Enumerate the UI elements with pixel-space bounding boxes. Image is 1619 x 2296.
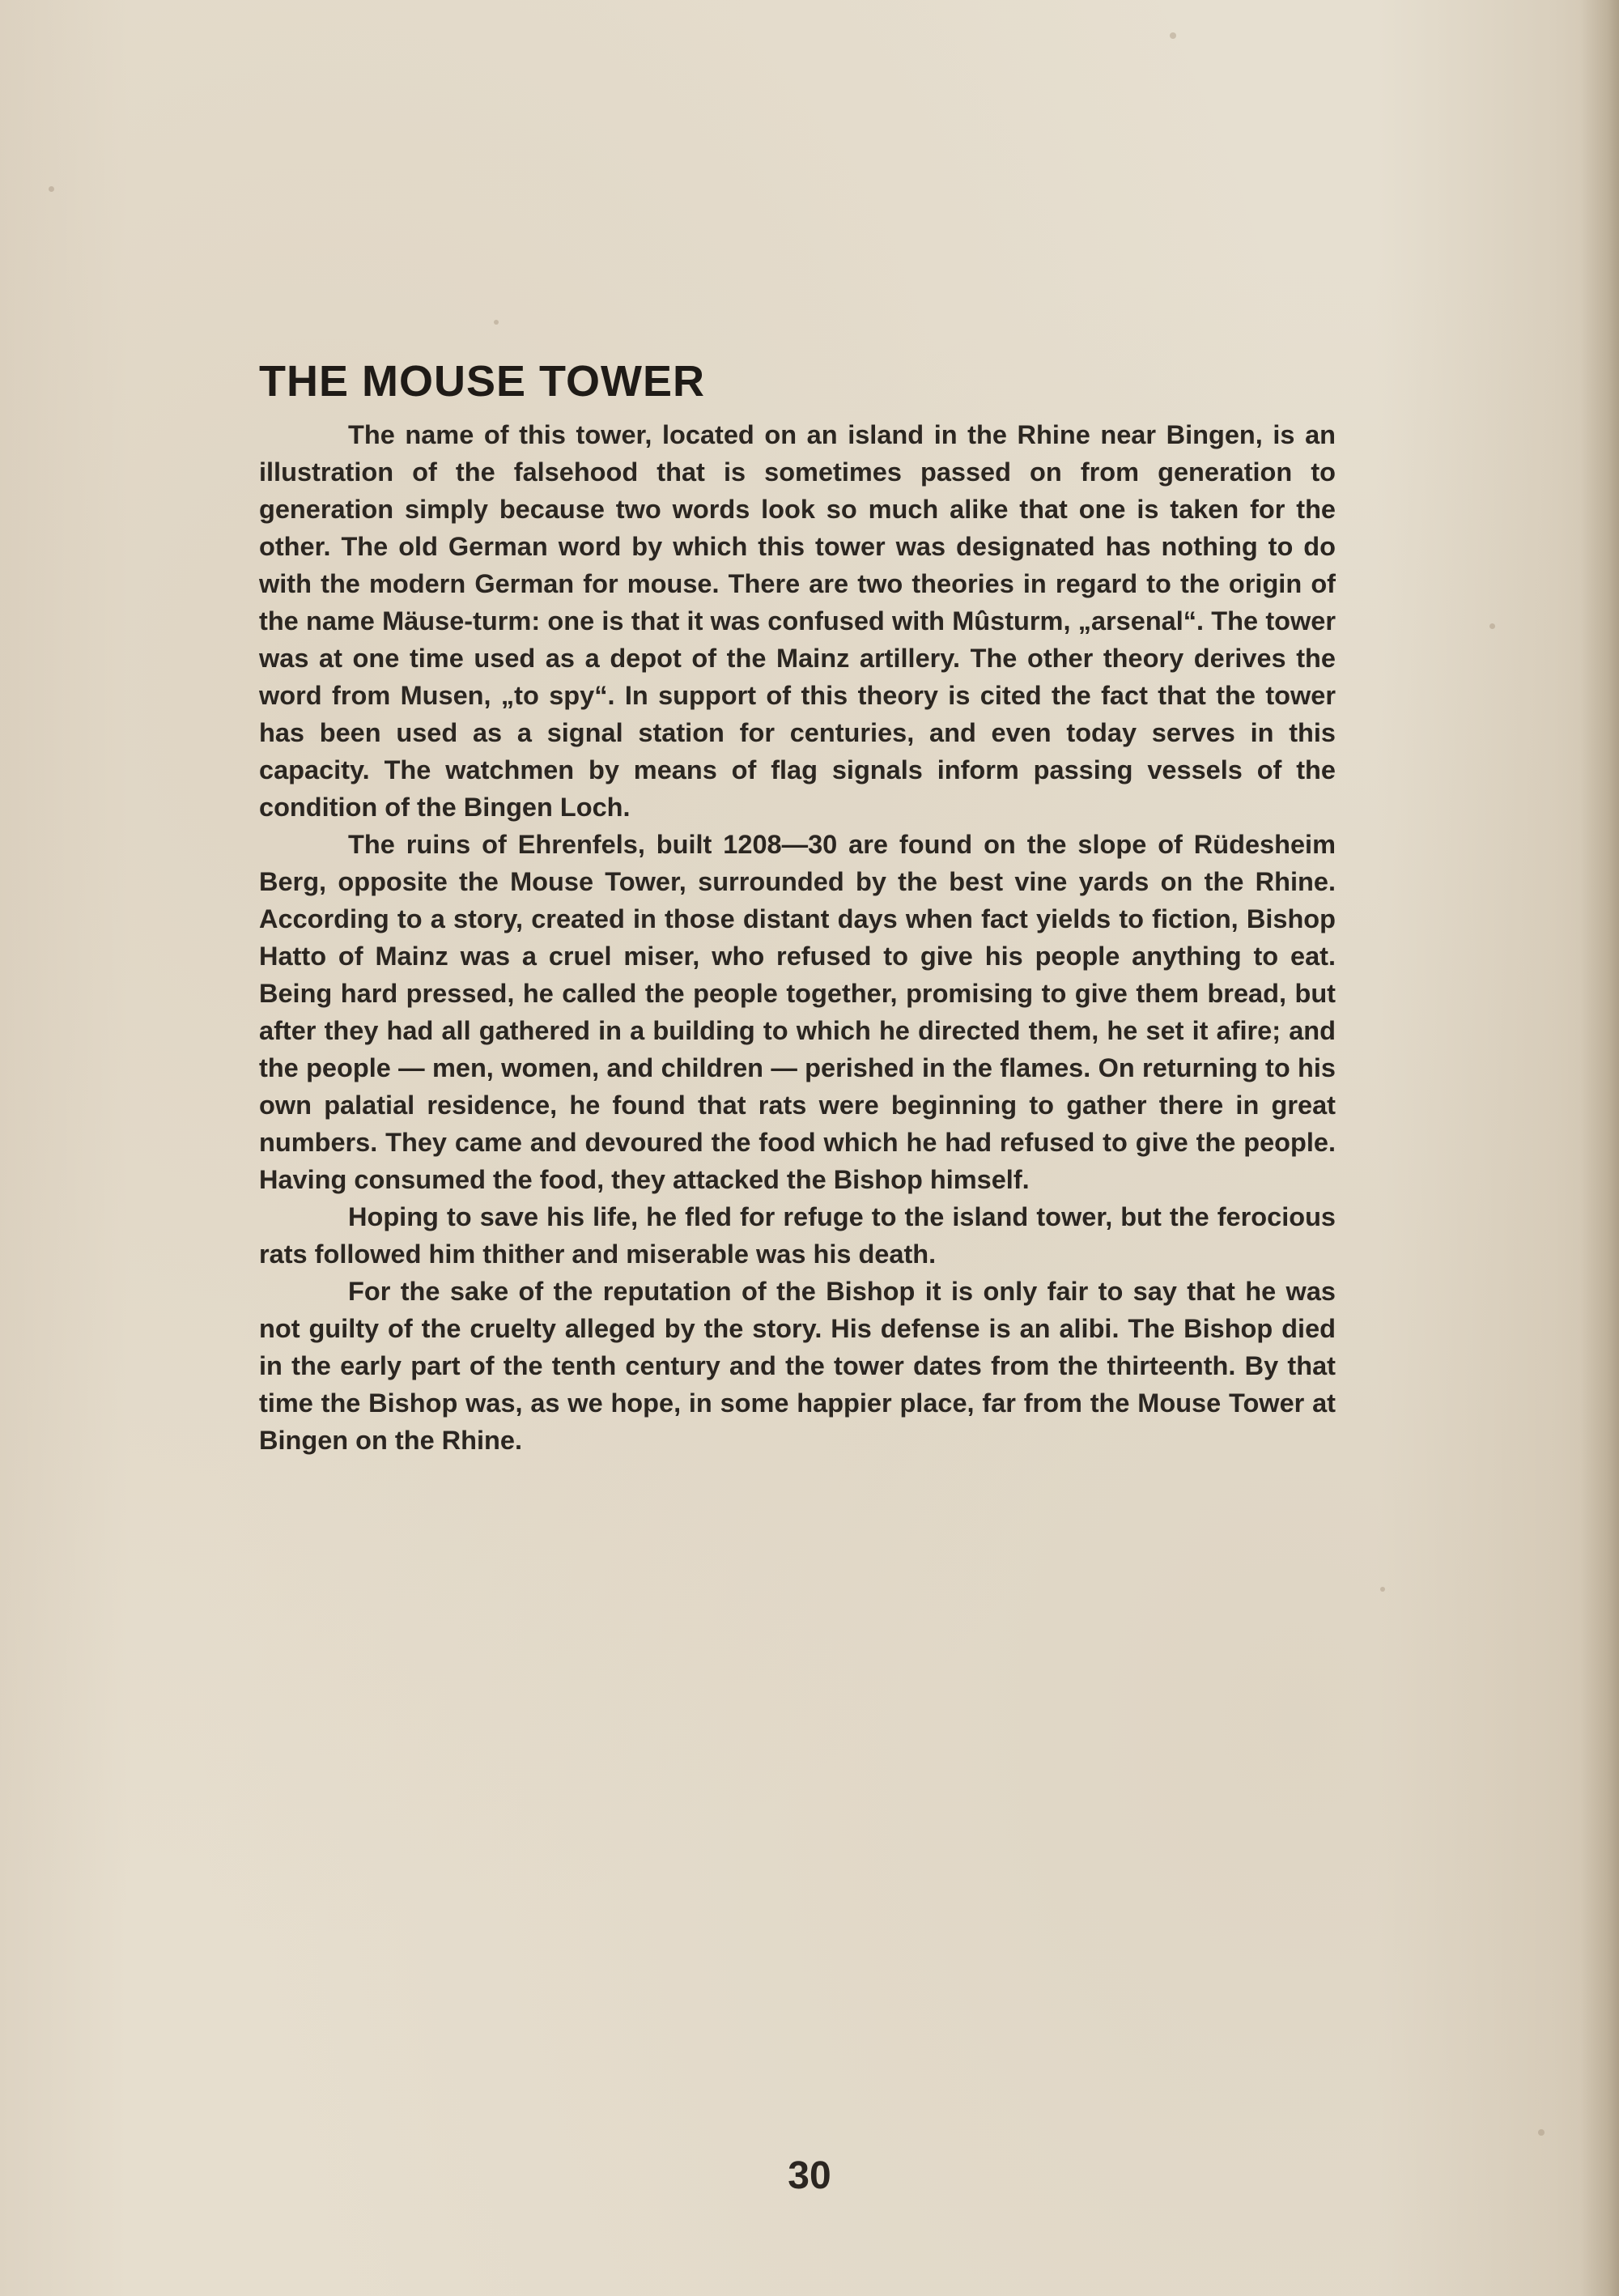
- paper-speck: [494, 320, 499, 325]
- page-edge-shadow: [1580, 0, 1619, 2296]
- page-number: 30: [788, 2154, 831, 2197]
- article-paragraph: The ruins of Ehrenfels, built 1208—30 are found on the slope of Rüdesheim Berg, opposite the Mouse Tower, surrounded by the best vine yards on the Rhine. According to a story, created in those distant days when fact yields to fiction, Bishop Hatto of Mainz was a cruel miser, who refused to give his people anything to eat. Being hard pressed, he called the people together, promising to give them bread, but after they had all gathered in a building to which he directed them, he set it afire; and the people — men, women, and children — perished in the flames. On returning to his own palatial residence, he found that rats were beginning to gather there in great numbers. They came and devoured the food which he had refused to give the people. Having consumed the food, they attacked the Bishop himself.: [259, 830, 1336, 1195]
- paper-speck: [1170, 32, 1176, 39]
- paper-speck: [49, 186, 54, 192]
- article-paragraph: Hoping to save his life, he fled for refuge to the island tower, but the ferocious rats followed him thither and miserable was his death.: [259, 1202, 1336, 1269]
- paper-speck: [1489, 623, 1495, 629]
- article-title: THE MOUSE TOWER: [259, 357, 706, 406]
- article-paragraph: For the sake of the reputation of the Bishop it is only fair to say that he was not guilty of the cruelty alleged by the story. His defense is an alibi. The Bishop died in the early part of the tenth century and the tower dates from the thirteenth. By that time the Bishop was, as we hope, in some happier place, far from the Mouse Tower at Bingen on the Rhine.: [259, 1277, 1336, 1456]
- paper-speck: [1380, 1587, 1385, 1592]
- article: [259, 356, 1336, 1459]
- paper-speck: [1538, 2129, 1545, 2136]
- article-paragraph: The name of this tower, located on an island in the Rhine near Bingen, is an illustration of the falsehood that is sometimes passed on from generation to generation simply because two words look so much alike that one is taken for the other. The old German word by which this tower was designated has nothing to do with the modern German for mouse. There are two theories in regard to the origin of the name Mäuse-turm: one is that it was confused with Mûsturm, „arsenal“. The tower was at one time used as a depot of the Mainz artillery. The other theory derives the word from Musen, „to spy“. In support of this theory is cited the fact that the tower has been used as a signal station for centuries, and even today serves in this capacity. The watchmen by means of flag signals inform passing vessels of the condition of the Bingen Loch.: [259, 420, 1336, 823]
